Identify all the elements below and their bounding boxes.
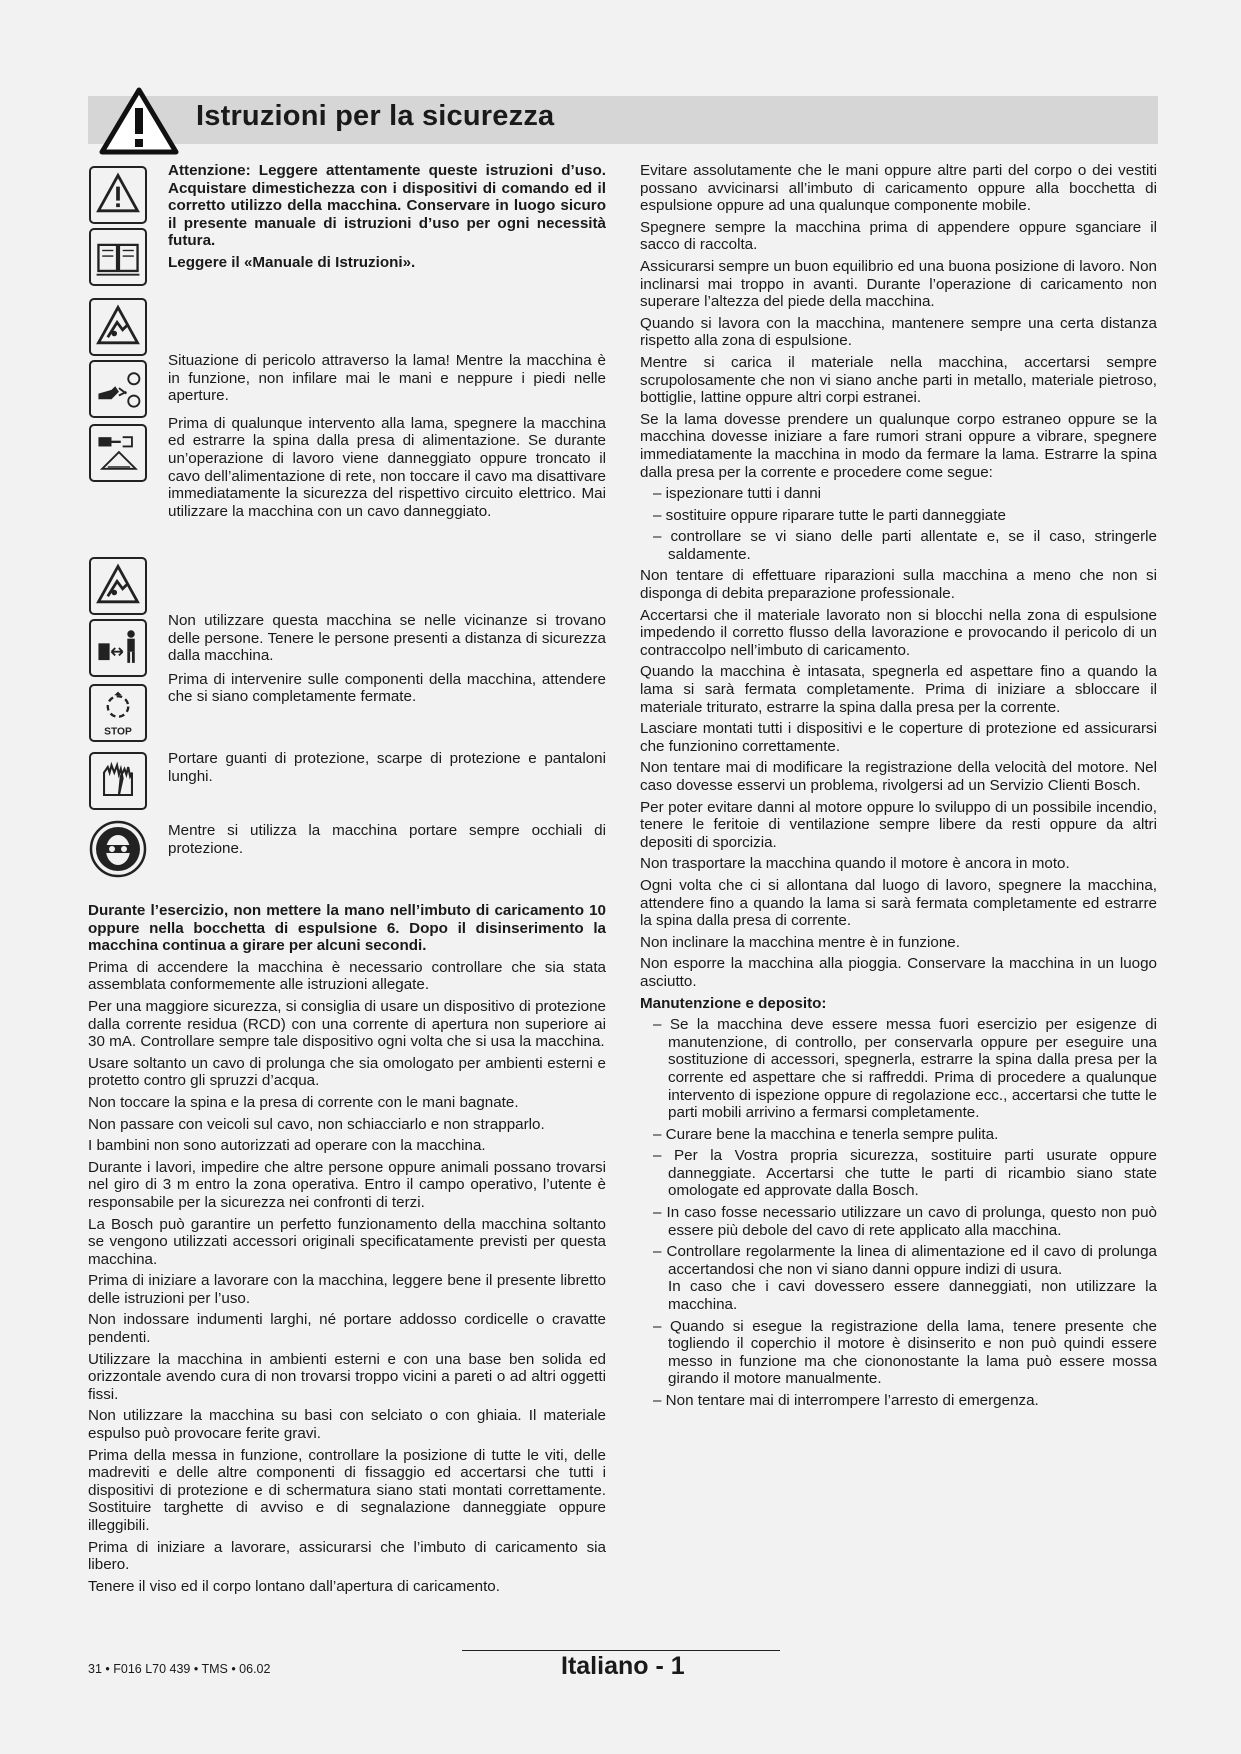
list-item-continuation: In caso che i cavi dovessero essere danneggiati, non utilizzare la macchina.	[668, 1278, 1157, 1314]
blade-hazard-icon	[89, 298, 147, 356]
paragraph: Non passare con veicoli sul cavo, non schiacciarlo e non strapparlo.	[88, 1115, 545, 1133]
unplug-manual-icon	[89, 424, 147, 482]
footer-divider	[462, 1650, 780, 1651]
maintenance-heading: Manutenzione e deposito:	[640, 994, 827, 1012]
paragraph: Quando la macchina è intasata, spegnerla ed aspettare fino a quando la lama si sarà fermata completamente. Prima di iniziare a sbloccare il materiale triturato, estrarre la spina dalla presa per la corrente.	[640, 663, 1157, 716]
paragraph: Se la lama dovesse prendere un qualunque corpo estraneo oppure se la macchina dovesse iniziare a fare rumori strani oppure a vibrare, spegnere immediatamente la macchina in modo da fermare la lama. Estrarre la spina dalla presa per la corrente e procedere come segue:	[640, 410, 1157, 481]
paragraph: Non trasportare la macchina quando il motore è ancora in moto.	[640, 855, 1070, 873]
paragraph: Non toccare la spina e la presa di corrente con le mani bagnate.	[88, 1093, 519, 1111]
list-item: – controllare se vi siano delle parti allentate e, se il caso, stringerle saldamente.	[653, 528, 1157, 563]
warning-icon	[89, 166, 147, 224]
paragraph: Non esporre la macchina alla pioggia. Conservare la macchina in un luogo asciutto.	[640, 955, 1157, 990]
paragraph: Assicurarsi sempre un buon equilibrio ed una buona posizione di lavoro. Non inclinarsi mai troppo in avanti. Durante l’operazione di caricamento non superare l’altezza del piede della macchina.	[640, 257, 1157, 311]
list-item: – ispezionare tutti i danni	[653, 485, 822, 503]
document-code: 31 • F016 L70 439 • TMS • 06.02	[88, 1662, 271, 1676]
keep-distance-icon	[89, 619, 147, 677]
manual-book-icon	[89, 228, 147, 286]
read-manual-text: Leggere il «Manuale di Istruzioni».	[168, 253, 416, 271]
gloves-block	[168, 750, 606, 789]
goggles-text: Mentre si utilizza la macchina portare sempre occhiali di protezione.	[168, 822, 606, 857]
blade-hazard-icon-2	[89, 557, 147, 615]
unplug-text: Prima di qualunque intervento alla lama, spegnere la macchina ed estrarre la spina dalla presa di alimentazione. Se durante un’operazione di lavoro viene danneggiato oppure troncato il cavo dell’alimentazione di rete, non toccare il cavo ma disattivare immediatamente la sicurezza del rispettivo circuito elettrico. Mai utilizzare la macchina con un cavo danneggiato.	[168, 414, 606, 520]
wait-stop-text: Prima di intervenire sulle componenti della macchina, attendere che si siano completamente fermate.	[168, 670, 606, 706]
list-item: – Non tentare mai di interrompere l’arresto di emergenza.	[653, 1392, 1039, 1409]
gloves-icon	[89, 752, 147, 810]
paragraph: Prima di accendere la macchina è necessario controllare che sia stata assemblata conformemente alle istruzioni allegate.	[88, 958, 606, 994]
warning-triangle-icon	[98, 86, 180, 156]
paragraph: Accertarsi che il materiale lavorato non si blocchi nella zona di espulsione impedendo il corretto flusso della lavorazione e provocando il pericolo di un contraccolpo nell’imbuto di caricamento.	[640, 606, 1157, 659]
stop-icon	[89, 684, 147, 742]
list-item: – Controllare regolarmente la linea di alimentazione ed il cavo di prolunga accertandosi che non vi siano danni oppure indizi di usura.	[653, 1243, 1157, 1278]
paragraph: Evitare assolutamente che le mani oppure altre parti del corpo o dei vestiti possano avvicinarsi all’imbuto di caricamento oppure alla bocchetta di espulsione oppure ad una qualunque componente mobile.	[640, 162, 1157, 215]
paragraph: Durante i lavori, impedire che altre persone oppure animali possano trovarsi nel giro di 3 m entro la zona operativa. Entro il campo operativo, l’utente è responsabile per la sicurezza nei confronti di terzi.	[88, 1158, 606, 1211]
operating-warning: Durante l’esercizio, non mettere la mano nell’imbuto di caricamento 10 oppure nella bocchetta di espulsione 6. Dopo il disinserimento la macchina continua a girare per alcuni secondi.	[88, 902, 606, 955]
paragraph: Prima della messa in funzione, controllare la posizione di tutte le viti, delle madreviti e delle altre componenti di fissaggio ed accertarsi che tutti i dispositivi di protezione e di schermatura siano stati montati correttamente. Sostituire targhette di avviso e di segnalazione danneggiate oppure illeggibili.	[88, 1446, 606, 1534]
paragraph: Mentre si carica il materiale nella macchina, accertarsi sempre scrupolosamente che non vi siano anche parti in metallo, materiale pietroso, bottiglie, lattine oppure altri corpi estranei.	[640, 353, 1157, 407]
blade-danger-text: Situazione di pericolo attraverso la lama! Mentre la macchina è in funzione, non infilare mai le mani e neppure i piedi nelle aperture.	[168, 352, 606, 405]
hand-blade-icon	[89, 360, 147, 418]
paragraph: Spegnere sempre la macchina prima di appendere oppure sganciare il sacco di raccolta.	[640, 218, 1157, 254]
paragraph: Prima di iniziare a lavorare, assicurarsi che l’imbuto di caricamento sia libero.	[88, 1538, 606, 1574]
paragraph: Prima di iniziare a lavorare con la macchina, leggere bene il presente libretto delle istruzioni per l’uso.	[88, 1272, 606, 1307]
list-item: – Curare bene la macchina e tenerla sempre pulita.	[653, 1125, 999, 1143]
list-item: – Se la macchina deve essere messa fuori esercizio per esigenze di manutenzione, di controllo, per conservarla oppure per eseguire una sostituzione di accessori, spegnerla, estrarre la spina dalla presa per la corrente ed aspettare che si raffreddi. Prima di procedere a qualunque intervento di ispezione oppure di regolazione ecc., accertarsi che tutte le parti mobili arrivino a fermarsi completamente.	[653, 1016, 1157, 1122]
stop-label: STOP	[104, 726, 132, 738]
right-column	[640, 162, 1157, 1414]
list-item: – Quando si esegue la registrazione della lama, tenere presente che togliendo il coperchio il motore è disinserito e non può quindi essere messo in funzione ma che ciononostante la lama può essere mossa girando il motore manualmente.	[653, 1317, 1157, 1388]
persons-block	[168, 612, 606, 710]
paragraph: Ogni volta che ci si allontana dal luogo di lavoro, spegnere la macchina, attendere fino a quando la lama si sarà fermata completamente ed estrarre la spina dalla presa di corrente.	[640, 876, 1157, 930]
list-item: – Per la Vostra propria sicurezza, sostituire parti usurate oppure danneggiate. Accertarsi che tutte le parti di ricambio siano state omologate ed approvate dalla Bosch.	[653, 1147, 1157, 1200]
paragraph: Non indossare indumenti larghi, né portare addosso cordicelle o cravatte pendenti.	[88, 1311, 606, 1347]
paragraph: Per una maggiore sicurezza, si consiglia di usare un dispositivo di protezione dalla corrente residua (RCD) con una corrente di apertura non superiore ai 30 mA. Controllare sempre tale dispositivo ogni volta che si usa la macchina.	[88, 997, 606, 1051]
paragraph: La Bosch può garantire un perfetto funzionamento della macchina soltanto se vengono utilizzati accessori originali specificatamente previsti per questa macchina.	[88, 1215, 606, 1268]
paragraph: Per poter evitare danni al motore oppure lo sviluppo di un possibile incendio, tenere le feritoie di ventilazione sempre libere da resti oppure da altri depositi di sporcizia.	[640, 798, 1157, 851]
page-number: Italiano - 1	[561, 1652, 685, 1680]
attention-text: Attenzione: Leggere attentamente queste istruzioni d’uso. Acquistare dimestichezza con i dispositivi di comando ed il corretto utilizzo della macchina. Conservare in luogo sicuro il presente manuale di istruzioni d’uso per ogni necessità futura.	[168, 162, 606, 250]
list-item: – In caso fosse necessario utilizzare un cavo di prolunga, questo non può essere più debole del cavo di rete applicato alla macchina.	[653, 1204, 1157, 1239]
goggles-icon	[89, 820, 147, 878]
paragraph: Lasciare montati tutti i dispositivi e le coperture di protezione ed assicurarsi che funzionino correttamente.	[640, 720, 1157, 755]
persons-text: Non utilizzare questa macchina se nelle vicinanze si trovano delle persone. Tenere le persone presenti a distanza di sicurezza dalla macchina.	[168, 612, 606, 665]
paragraph: Non tentare mai di modificare la registrazione della velocità del motore. Nel caso dovesse esservi un problema, rivolgersi ad un Servizio Clienti Bosch.	[640, 759, 1157, 794]
list-item: – sostituire oppure riparare tutte le parti danneggiate	[653, 506, 1006, 524]
paragraph: Non tentare di effettuare riparazioni sulla macchina a meno che non si disponga di debita preparazione professionale.	[640, 567, 1157, 603]
gloves-text: Portare guanti di protezione, scarpe di protezione e pantaloni lunghi.	[168, 750, 606, 785]
paragraph: Tenere il viso ed il corpo lontano dall’apertura di caricamento.	[88, 1577, 500, 1595]
paragraph: Quando si lavora con la macchina, mantenere sempre una certa distanza rispetto alla zona di espulsione.	[640, 314, 1157, 350]
paragraph: Non utilizzare la macchina su basi con selciato o con ghiaia. Il materiale espulso può provocare ferite gravi.	[88, 1407, 606, 1443]
paragraph: Usare soltanto un cavo di prolunga che sia omologato per ambienti esterni e protetto contro gli spruzzi d’acqua.	[88, 1054, 606, 1090]
page-title: Istruzioni per la sicurezza	[196, 100, 555, 132]
goggles-block	[168, 822, 606, 861]
paragraph: Non inclinare la macchina mentre è in funzione.	[640, 933, 960, 951]
intro-block	[168, 162, 606, 276]
blade-block	[168, 352, 606, 524]
paragraph: I bambini non sono autorizzati ad operare con la macchina.	[88, 1137, 486, 1155]
paragraph: Utilizzare la macchina in ambienti esterni e con una base ben solida ed orizzontale avendo cura di non trovarsi troppo vicini a pareti o ad altri oggetti fissi.	[88, 1350, 606, 1403]
left-bottom-column	[88, 902, 606, 1599]
